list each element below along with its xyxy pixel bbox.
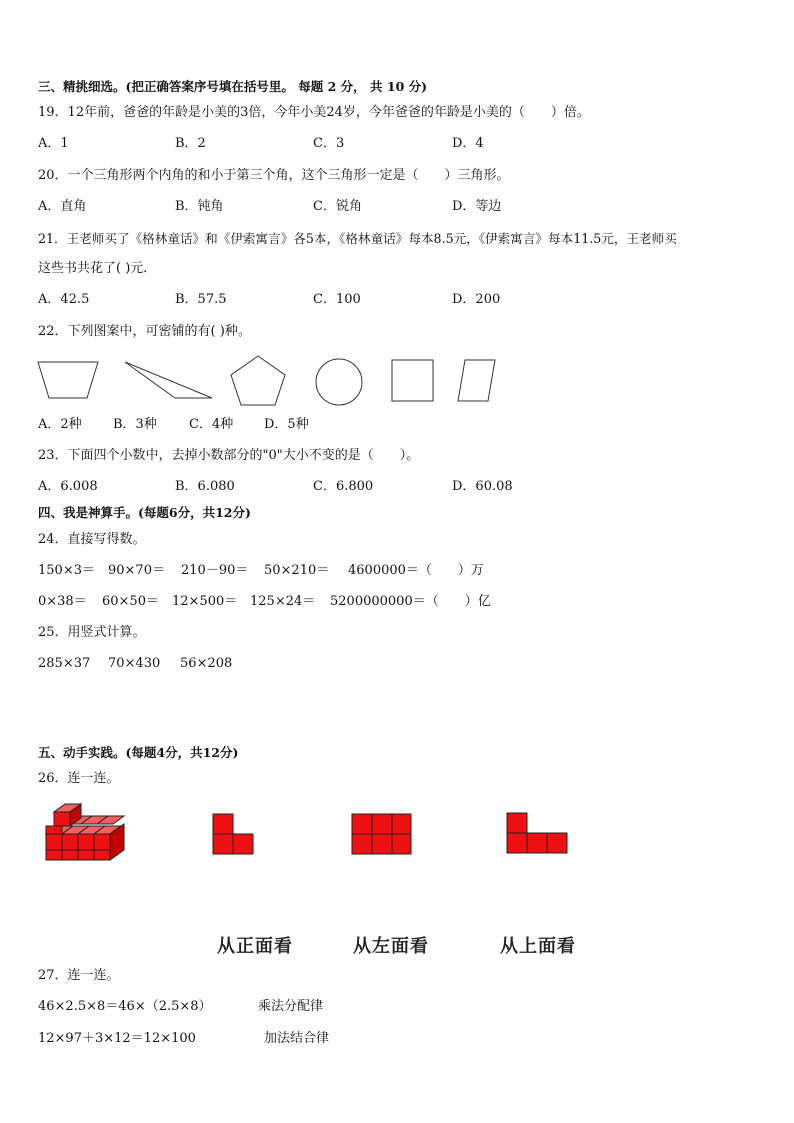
option-a: A．6.008 [38, 479, 98, 494]
option-a: A．1 [38, 136, 69, 151]
view-label-left: 从左面看 [353, 936, 429, 957]
question-19-text: 19．12年前，爸爸的年龄是小美的3倍，今年小美24岁，今年爸爸的年龄是小美的（ ）倍。 [38, 105, 590, 120]
calc-item: 90×70＝ [108, 563, 165, 578]
option-b: B．2 [175, 136, 206, 151]
section-3-heading: 三、精挑细选。(把正确答案序号填在括号里。 每题 2 分， 共 10 分) [38, 79, 428, 94]
option-c: C．锐角 [313, 199, 362, 214]
option-a: A．直角 [38, 199, 87, 214]
calc-item: 60×50＝ [102, 594, 159, 609]
calc-item: 4600000＝（ ）万 [348, 563, 484, 578]
expression-left-2: 12×97＋3×12＝12×100 [38, 1031, 196, 1046]
option-b: B．57.5 [175, 292, 227, 307]
section-4-heading: 四、我是神算手。(每题6分，共12分) [38, 505, 251, 520]
calc-item: 125×24＝ [250, 594, 316, 609]
view-figure-step-shape [507, 813, 567, 853]
question-26-text: 26．连一连。 [38, 771, 120, 786]
calc-item: 12×500＝ [172, 594, 238, 609]
calc-item: 210－90＝ [181, 563, 249, 578]
vertical-calc-item: 70×430 [108, 656, 161, 671]
question-27-text: 27．连一连。 [38, 968, 120, 983]
law-right-2: 加法结合律 [264, 1031, 330, 1046]
option-b: B．钝角 [175, 199, 224, 214]
question-24-text: 24．直接写得数。 [38, 532, 146, 547]
vertical-calc-item: 285×37 [38, 656, 91, 671]
vertical-calc-item: 56×208 [180, 656, 233, 671]
option-b: B．3种 [113, 417, 157, 432]
expression-left-1: 46×2.5×8＝46×（2.5×8） [38, 999, 212, 1014]
option-c: C．3 [313, 136, 345, 151]
law-right-1: 乘法分配律 [258, 999, 324, 1014]
view-figure-l-shape [213, 814, 253, 854]
calc-item: 5200000000＝（ ）亿 [330, 594, 491, 609]
question-20-text: 20．一个三角形两个内角的和小于第三个角，这个三角形一定是（ ）三角形。 [38, 168, 510, 183]
option-d: D．等边 [452, 199, 502, 214]
calc-item: 0×38＝ [38, 594, 87, 609]
option-d: D．200 [452, 292, 501, 307]
option-d: D．60.08 [452, 479, 513, 494]
option-d: D．5种 [264, 417, 309, 432]
option-c: C．100 [313, 292, 361, 307]
question-25-text: 25．用竖式计算。 [38, 625, 146, 640]
section-5-heading: 五、动手实践。(每题4分，共12分) [38, 745, 239, 760]
option-a: A．2种 [38, 417, 82, 432]
question-23-text: 23．下面四个小数中，去掉小数部分的"0"大小不变的是（ ）。 [38, 448, 420, 463]
option-c: C．6.800 [313, 479, 374, 494]
question-22-text: 22．下列图案中，可密铺的有( )种。 [38, 324, 251, 339]
calc-item: 150×3＝ [38, 563, 95, 578]
question-21-text-line-2: 这些书共花了( )元． [38, 261, 157, 276]
option-d: D．4 [452, 136, 484, 151]
cube-stack-3d [46, 804, 124, 860]
view-label-top: 从上面看 [500, 936, 576, 957]
option-c: C．4种 [189, 417, 234, 432]
view-figure-grid-3x2 [352, 814, 411, 854]
view-label-front: 从正面看 [217, 936, 293, 957]
option-b: B．6.080 [175, 479, 235, 494]
question-21-text-line-1: 21．王老师买了《格林童话》和《伊索寓言》各5本，《格林童话》每本8.5元，《伊索寓言》每本11.5元，王老师买 [38, 231, 677, 246]
option-a: A．42.5 [38, 292, 90, 307]
calc-item: 50×210＝ [264, 563, 330, 578]
